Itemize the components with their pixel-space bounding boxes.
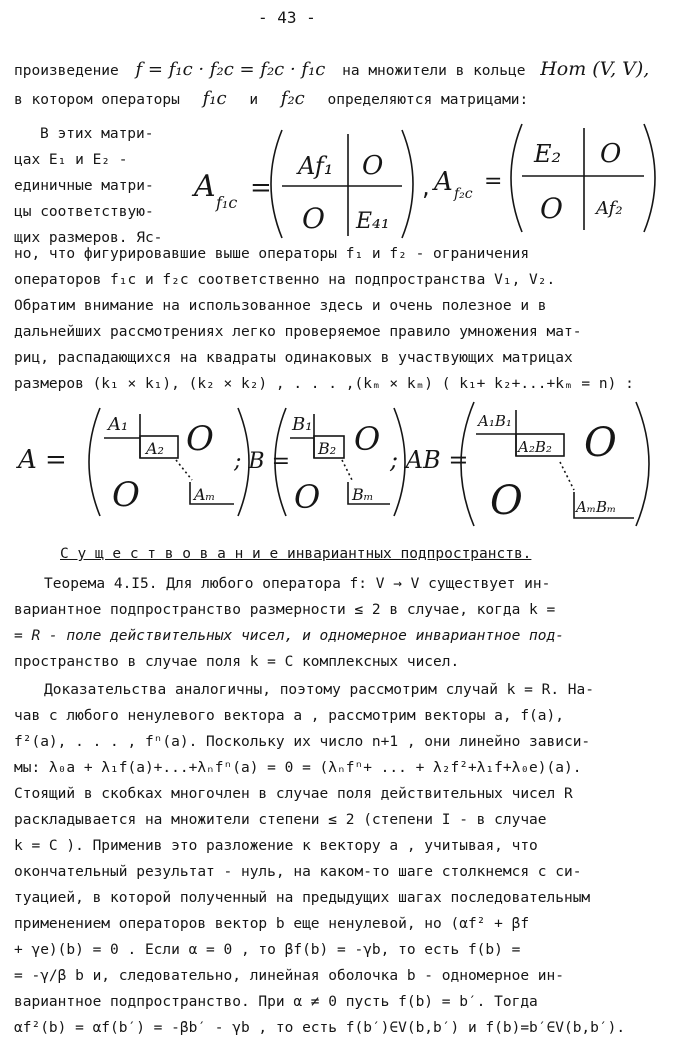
block-ab-right-paren xyxy=(636,402,649,526)
theorem-line-2: вариантное подпространство размерности ≤ 2 в случае, когда k = xyxy=(14,602,556,618)
proof-line-3: f²(a), . . . , fⁿ(a). Поскольку их число n+1 , они линейно зависи- xyxy=(14,734,591,750)
matrix1-bl: O xyxy=(302,202,325,235)
para1-line-2: операторов f₁c и f₂c соответственно на подпространства V₁, V₂. xyxy=(14,272,556,288)
block-a-left-paren xyxy=(89,408,100,516)
block-a-b1: A₁ xyxy=(108,414,129,435)
proof-line-9: туацией, в которой полученный на предыдущих шагах последовательным xyxy=(14,890,591,906)
intro-formula-1: f = f₁c · f₂c = f₂c · f₁c xyxy=(135,59,326,80)
matrix2-bl: O xyxy=(540,192,563,225)
section-title: С у щ е с т в о в а н и е инвариантных подпространств. xyxy=(60,546,532,562)
proof-line-10: применением операторов вектор b еще ненулевой, но (αf² + βf xyxy=(14,916,530,932)
proof-line-13: вариантное подпространство. При α ≠ 0 пусть f(b) = b′. Тогда xyxy=(14,994,538,1010)
para1-line-6: размеров (k₁ × k₁), (k₂ × k₂) , . . . ,(kₘ × kₘ) ( k₁+ k₂+...+kₘ = n) : xyxy=(14,376,634,392)
matrix2-sub: f₂c xyxy=(454,186,473,202)
block-a-b2: A₂ xyxy=(146,439,164,458)
proof-line-14: αf²(b) = αf(b′) = -βb′ - γb , то есть f(b′)∈V(b,b′) и f(b)=b′∈V(b,b′). xyxy=(14,1020,626,1036)
matrix-a-f1c xyxy=(190,124,420,244)
proof-line-11: + γe)(b) = 0 . Если α = 0 , то βf(b) = -γb, то есть f(b) = xyxy=(14,942,521,958)
block-ab-z1: O xyxy=(584,420,617,466)
matrix1-eq: = xyxy=(250,173,272,203)
intro-and: и xyxy=(249,92,259,108)
proof-line-4: мы: λ₀a + λ₁f(a)+...+λₙfⁿ(a) = 0 = (λₙfⁿ+ ... + λ₂f²+λ₁f+λ₀e)(a). xyxy=(14,760,582,776)
matrix2-eq: = xyxy=(484,169,503,194)
intro-line-2 xyxy=(14,88,528,109)
matrix1-br: E₄₁ xyxy=(356,209,390,234)
intro-f1c: f₁c xyxy=(202,88,227,109)
block-b-dots xyxy=(342,460,352,480)
matrix2-tr: O xyxy=(600,139,622,169)
matrix1-lhs: A xyxy=(194,169,216,204)
block-b-b2: B₂ xyxy=(318,439,337,458)
block-ab-bm: AₘBₘ xyxy=(576,498,617,516)
proof-line-6: раскладывается на множители степени ≤ 2 (степени I - в случае xyxy=(14,812,547,828)
theorem-line-4: пространство в случае поля k = C комплексных чисел. xyxy=(14,654,460,670)
left-text-line-3: единичные матри- xyxy=(14,178,154,194)
block-b-b1: B₁ xyxy=(292,414,313,435)
matrix2-left-paren xyxy=(511,124,522,232)
matrix2-lhs: A xyxy=(434,167,453,197)
matrix1-left-paren xyxy=(271,130,282,238)
block-ab-lhs: ; AB = xyxy=(390,446,469,474)
block-ab-b2: A₂B₂ xyxy=(518,438,552,456)
left-text-line-4: цы соответствую- xyxy=(14,204,154,220)
block-a-z1: O xyxy=(186,419,214,459)
para1-line-5: риц, распадающихся на квадраты одинаковых в участвующих матрицах xyxy=(14,350,573,366)
matrix2-br: Af₂ xyxy=(596,198,623,219)
block-b-z2: O xyxy=(294,478,321,516)
left-text-line-2: цах E₁ и E₂ - xyxy=(14,152,128,168)
block-a-dots xyxy=(176,460,192,480)
block-a-z2: O xyxy=(112,475,140,515)
intro-f2c: f₂c xyxy=(280,88,305,109)
left-text-line-1: В этих матри- xyxy=(40,126,154,142)
matrix1-tl: Af₁ xyxy=(298,152,334,180)
block-a-lhs: A = xyxy=(18,445,67,475)
block-b-z1: O xyxy=(354,420,381,458)
proof-line-7: k = C ). Применив это разложение к вектору a , учитывая, что xyxy=(14,838,538,854)
proof-line-12: = -γ/β b и, следовательно, линейная оболочка b - одномерное ин- xyxy=(14,968,564,984)
intro-text-2a: в котором операторы xyxy=(14,92,180,108)
theorem-line-1: Теорема 4.I5. Для любого оператора f: V → V существует ин- xyxy=(44,576,551,592)
left-text-line-5: щих размеров. Яс- xyxy=(14,230,163,246)
theorem-line-3: = R - поле действительных чисел, и одномерное инвариантное под- xyxy=(14,628,564,644)
matrix1-right-paren xyxy=(402,130,413,238)
block-ab-dots xyxy=(560,462,574,490)
intro-text-1b: на множители в кольце xyxy=(342,63,526,79)
proof-line-8: окончательный результат - нуль, на каком-то шаге столкнемся с си- xyxy=(14,864,582,880)
intro-hom: Hom (V, V), xyxy=(540,58,650,80)
block-b-lhs: ; B = xyxy=(234,449,290,474)
block-matrices xyxy=(8,400,668,550)
page-number: - 43 - xyxy=(258,8,316,27)
matrix-separator-comma: , xyxy=(420,176,433,200)
proof-line-2: чав с любого ненулевого вектора a , рассмотрим векторы a, f(a), xyxy=(14,708,564,724)
para1-line-4: дальнейших рассмотрениях легко проверяемое правило умножения мат- xyxy=(14,324,582,340)
matrix1-sub: f₁c xyxy=(216,193,238,212)
proof-line-1: Доказательства аналогичны, поэтому рассмотрим случай k = R. На- xyxy=(44,682,594,698)
block-ab-b1: A₁B₁ xyxy=(478,412,512,430)
intro-text-1a: произведение xyxy=(14,63,119,79)
block-ab-z2: O xyxy=(490,478,523,524)
block-b-bm: Bₘ xyxy=(352,485,374,504)
matrix2-right-paren xyxy=(644,124,655,232)
block-a-bm: Aₘ xyxy=(194,485,216,504)
proof-line-5: Стоящий в скобках многочлен в случае поля действительных чисел R xyxy=(14,786,573,802)
para1-line-3: Обратим внимание на использованное здесь и очень полезное и в xyxy=(14,298,547,314)
intro-text-2b: определяются матрицами: xyxy=(327,92,529,108)
matrix-a-f2c xyxy=(432,118,668,238)
intro-line-1 xyxy=(14,58,649,80)
matrix2-tl: E₂ xyxy=(534,140,562,168)
matrix1-tr: O xyxy=(362,151,384,181)
para1-line-1: но, что фигурировавшие выше операторы f₁ и f₂ - ограничения xyxy=(14,246,530,262)
